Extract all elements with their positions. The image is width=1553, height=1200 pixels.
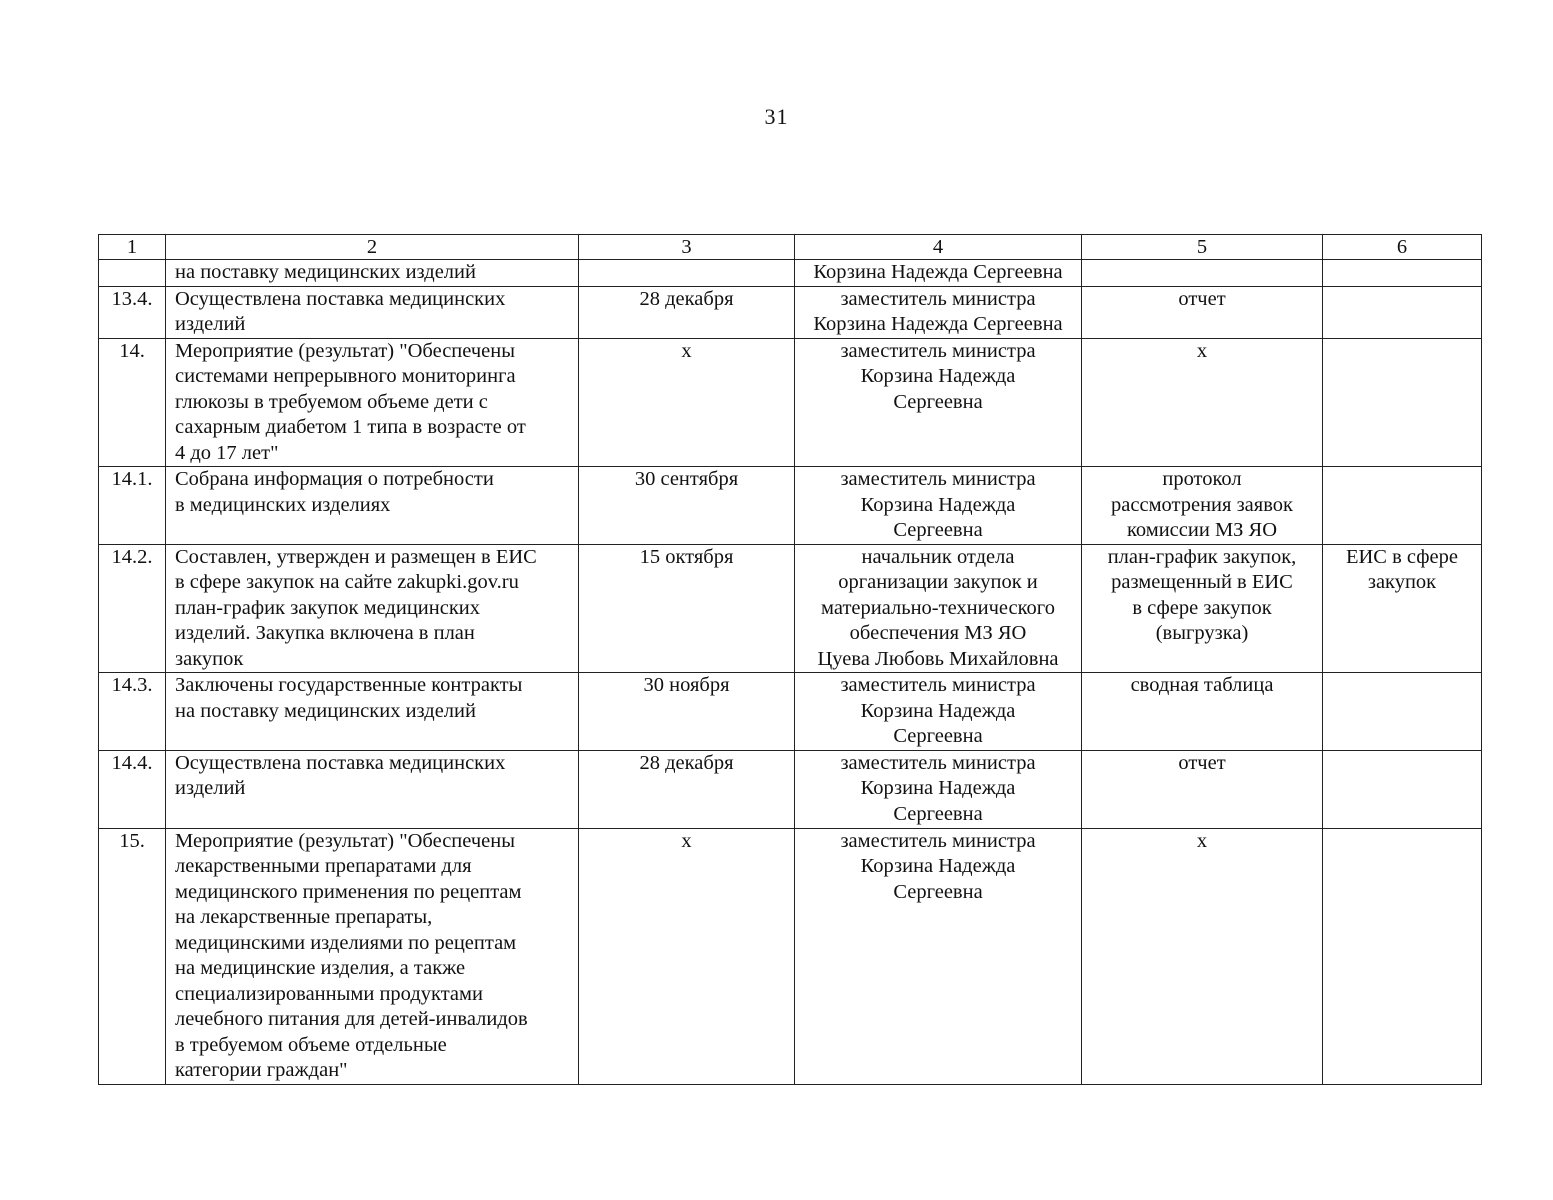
table-header-row (99, 235, 1482, 260)
responsible-person (795, 544, 1082, 673)
activity-name (166, 260, 579, 287)
text-line: 4 до 17 лет" (175, 441, 279, 464)
text-line: глюкозы в требуемом объеме дети с (175, 390, 488, 413)
text-line: на лекарственные препараты, (175, 906, 433, 928)
text-line: в сфере закупок на сайте zakupki.gov.ru (175, 571, 519, 593)
column-header: 1 (99, 235, 166, 260)
row-number: 13.4. (99, 286, 166, 338)
information-system (1323, 338, 1482, 467)
text-line: заместитель министра (840, 829, 1036, 852)
text-line: Корзина Надежда (860, 699, 1016, 722)
text-line: изделий (175, 313, 246, 335)
column-header: 3 (579, 235, 795, 260)
row-number: 14.2. (99, 544, 166, 673)
responsible-person (795, 467, 1082, 545)
text-line: 28 декабря (639, 751, 734, 774)
text-line: Сергеевна (893, 802, 983, 825)
text-line: материально-технического (821, 596, 1055, 619)
table-row (99, 467, 1482, 545)
text-line: изделий (175, 777, 246, 799)
text-line: специализированными продуктами (175, 982, 483, 1005)
text-line: лекарственными препаратами для (175, 855, 472, 877)
text-line: изделий. Закупка включена в план (175, 622, 475, 644)
due-date (579, 467, 795, 545)
text-line: лечебного питания для детей-инвалидов (175, 1008, 528, 1030)
page-number: 31 (764, 104, 789, 129)
text-line: х (1196, 829, 1208, 852)
text-line: сводная таблица (1130, 674, 1274, 696)
text-line: (выгрузка) (1155, 622, 1249, 644)
row-number: 14. (99, 338, 166, 467)
result-document (1082, 286, 1323, 338)
text-line: начальник отдела (861, 545, 1015, 568)
column-header: 5 (1082, 235, 1323, 260)
activity-name (166, 673, 579, 751)
table-row (99, 673, 1482, 751)
text-line: Корзина Надежда Сергеевна (813, 261, 1063, 283)
result-document (1082, 750, 1323, 828)
responsible-person (795, 260, 1082, 287)
column-header: 2 (166, 235, 579, 260)
text-line: на поставку медицинских изделий (175, 699, 476, 722)
information-system (1323, 260, 1482, 287)
text-line: отчет (1178, 751, 1226, 774)
text-line: Корзина Надежда Сергеевна (813, 313, 1063, 335)
text-line: план-график закупок медицинских (175, 596, 481, 619)
text-line: Собрана информация о потребности (175, 468, 494, 490)
responsible-person (795, 750, 1082, 828)
row-number (99, 260, 166, 287)
text-line: Корзина Надежда (860, 365, 1016, 387)
text-line: Сергеевна (893, 390, 983, 413)
text-line: рассмотрения заявок (1111, 493, 1293, 516)
text-line: Мероприятие (результат) "Обеспечены (175, 829, 516, 852)
result-document (1082, 260, 1323, 287)
due-date (579, 673, 795, 751)
text-line: на медицинские изделия, а также (175, 957, 466, 979)
text-line: медицинскими изделиями по рецептам (175, 931, 517, 954)
text-line: отчет (1178, 287, 1226, 310)
information-system (1323, 467, 1482, 545)
activity-name (166, 467, 579, 545)
text-line: Корзина Надежда (860, 493, 1016, 516)
text-line: системами непрерывного мониторинга (175, 365, 516, 387)
text-line: в требуемом объеме отдельные (175, 1033, 447, 1056)
table-row (99, 750, 1482, 828)
due-date (579, 544, 795, 673)
text-line: Корзина Надежда (860, 777, 1016, 799)
text-line: 30 сентября (634, 468, 739, 490)
text-line: закупок (1367, 571, 1437, 593)
table-row (99, 544, 1482, 673)
text-line: план-график закупок, (1107, 545, 1297, 568)
information-system (1323, 828, 1482, 1084)
information-system (1323, 673, 1482, 751)
text-line: категории граждан" (175, 1059, 348, 1081)
responsible-person (795, 338, 1082, 467)
information-system (1323, 544, 1482, 673)
text-line: Корзина Надежда (860, 855, 1016, 877)
column-header: 4 (795, 235, 1082, 260)
text-line: Осуществлена поставка медицинских (175, 751, 506, 774)
text-line: протокол (1162, 468, 1242, 490)
row-number: 14.1. (99, 467, 166, 545)
text-line: в сфере закупок (1132, 596, 1272, 619)
due-date (579, 750, 795, 828)
activity-name (166, 286, 579, 338)
text-line: Заключены государственные контракты (175, 674, 523, 696)
information-system (1323, 286, 1482, 338)
text-line: закупок (175, 647, 244, 670)
plan-table (98, 234, 1482, 1085)
text-line: 28 декабря (639, 287, 734, 310)
text-line: медицинского применения по рецептам (175, 880, 522, 903)
information-system (1323, 750, 1482, 828)
text-line: сахарным диабетом 1 типа в возрасте от (175, 416, 526, 438)
text-line: заместитель министра (840, 287, 1036, 310)
activity-name (166, 338, 579, 467)
responsible-person (795, 673, 1082, 751)
table-row (99, 338, 1482, 467)
text-line: Сергеевна (893, 880, 983, 903)
due-date (579, 260, 795, 287)
text-line: заместитель министра (840, 339, 1036, 362)
text-line: размещенный в ЕИС (1111, 571, 1293, 593)
result-document (1082, 673, 1323, 751)
text-line: заместитель министра (840, 468, 1036, 490)
text-line: 30 ноября (643, 674, 730, 696)
text-line: обеспечения МЗ ЯО (849, 622, 1027, 644)
row-number: 14.4. (99, 750, 166, 828)
text-line: на поставку медицинских изделий (175, 261, 476, 283)
table-row (99, 286, 1482, 338)
table-row (99, 260, 1482, 287)
text-line: ЕИС в сфере (1345, 545, 1458, 568)
result-document (1082, 544, 1323, 673)
text-line: Составлен, утвержден и размещен в ЕИС (175, 545, 537, 568)
table-row (99, 828, 1482, 1084)
row-number: 14.3. (99, 673, 166, 751)
text-line: х (681, 339, 692, 362)
responsible-person (795, 286, 1082, 338)
due-date (579, 286, 795, 338)
column-header: 6 (1323, 235, 1482, 260)
activity-name (166, 544, 579, 673)
text-line: в медицинских изделиях (175, 493, 391, 516)
result-document (1082, 467, 1323, 545)
text-line: х (681, 829, 692, 852)
text-line: Мероприятие (результат) "Обеспечены (175, 339, 516, 362)
due-date (579, 828, 795, 1084)
text-line: Цуева Любовь Михайловна (817, 647, 1059, 670)
row-number: 15. (99, 828, 166, 1084)
result-document (1082, 338, 1323, 467)
text-line: Сергеевна (893, 725, 983, 747)
text-line: Осуществлена поставка медицинских (175, 287, 506, 310)
due-date (579, 338, 795, 467)
activity-name (166, 750, 579, 828)
text-line: заместитель министра (840, 674, 1036, 696)
text-line: комиссии МЗ ЯО (1126, 519, 1278, 541)
text-line: 15 октября (639, 545, 734, 568)
text-line: Сергеевна (893, 519, 983, 541)
text-line: заместитель министра (840, 751, 1036, 774)
result-document (1082, 828, 1323, 1084)
activity-name (166, 828, 579, 1084)
responsible-person (795, 828, 1082, 1084)
text-line: х (1196, 339, 1208, 362)
text-line: организации закупок и (838, 571, 1038, 593)
